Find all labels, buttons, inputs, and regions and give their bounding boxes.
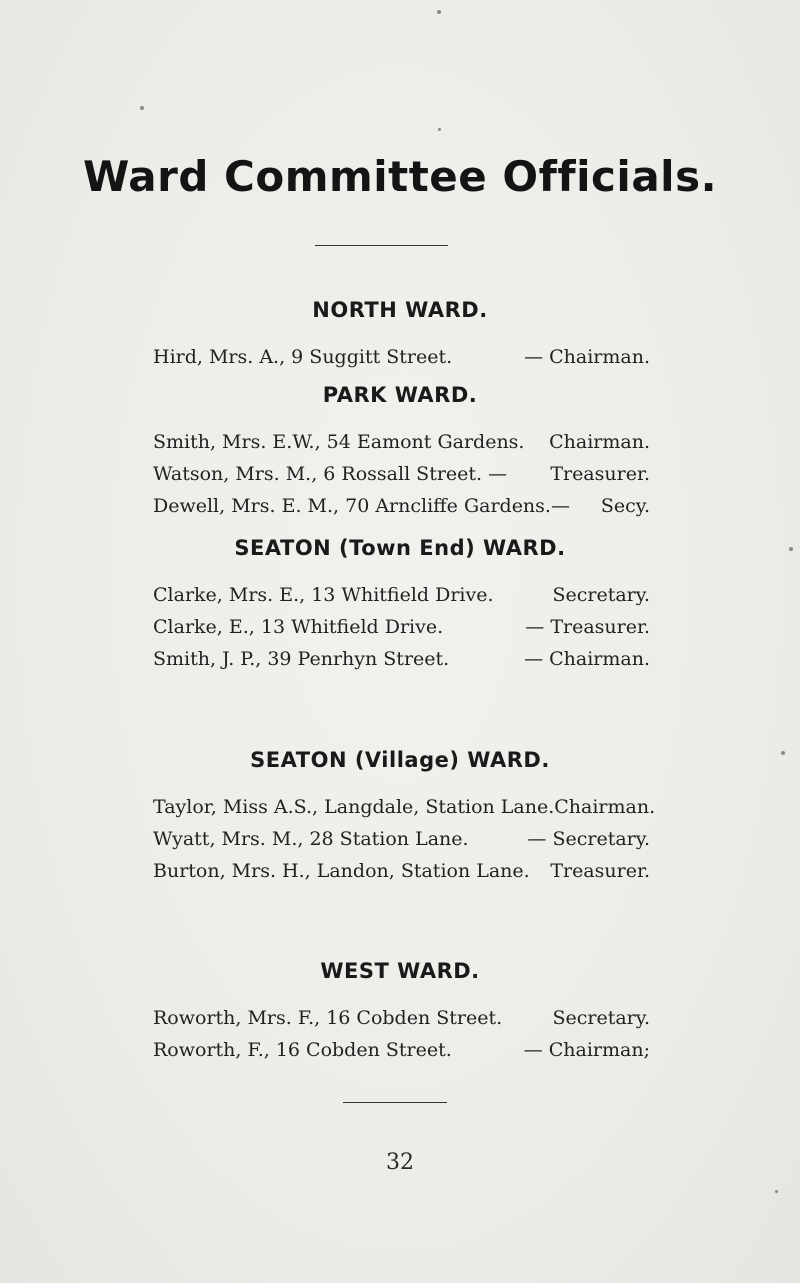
official-details: Clarke, Mrs. E., 13 Whitfield Drive.: [153, 584, 494, 606]
scan-speck: [140, 106, 144, 110]
scan-speck: [437, 10, 441, 14]
official-role: — Secretary.: [527, 828, 650, 850]
ward-heading: SEATON (Town End) WARD.: [234, 536, 566, 560]
official-row: [0, 490, 800, 522]
official-details: Dewell, Mrs. E. M., 70 Arncliffe Gardens.—: [153, 495, 570, 517]
official-role: Secretary.: [552, 584, 650, 606]
page-number: 32: [386, 1150, 414, 1175]
scan-speck: [789, 547, 793, 551]
ward-heading: NORTH WARD.: [312, 298, 488, 322]
official-row: [0, 855, 800, 887]
official-role: Secretary.: [552, 1007, 650, 1029]
official-row: [0, 791, 800, 823]
official-row: [0, 341, 800, 373]
official-details: Smith, Mrs. E.W., 54 Eamont Gardens.: [153, 431, 525, 453]
ward-section-seaton-town-end: [0, 535, 800, 675]
official-row: [0, 426, 800, 458]
official-row: [0, 1002, 800, 1034]
official-role: Secy.: [600, 495, 650, 517]
ward-section-seaton-village: [0, 747, 800, 887]
ward-section-west: [0, 958, 800, 1066]
ward-heading: SEATON (Village) WARD.: [250, 748, 550, 772]
official-details: Roworth, Mrs. F., 16 Cobden Street.: [153, 1007, 503, 1029]
scan-speck: [775, 1190, 778, 1193]
bottom-divider: [343, 1102, 447, 1103]
official-row: [0, 579, 800, 611]
official-row: [0, 458, 800, 490]
page-title: Ward Committee Officials.: [82, 152, 718, 201]
official-role: — Chairman.: [524, 648, 650, 670]
official-role: Chairman.: [549, 431, 650, 453]
ward-heading: PARK WARD.: [322, 383, 478, 407]
official-row: [0, 1034, 800, 1066]
official-details: Burton, Mrs. H., Landon, Station Lane.: [153, 860, 530, 882]
official-details: Roworth, F., 16 Cobden Street.: [153, 1039, 452, 1061]
ward-heading: WEST WARD.: [320, 959, 480, 983]
official-details: Smith, J. P., 39 Penrhyn Street.: [153, 648, 450, 670]
official-row: [0, 611, 800, 643]
official-row: [0, 643, 800, 675]
official-role: — Treasurer.: [525, 616, 650, 638]
official-role: Treasurer.: [550, 860, 650, 882]
official-details: Wyatt, Mrs. M., 28 Station Lane.: [153, 828, 469, 850]
official-details: Taylor, Miss A.S., Langdale, Station Lane.: [153, 796, 555, 818]
official-details: Clarke, E., 13 Whitfield Drive.: [153, 616, 444, 638]
official-row: [0, 823, 800, 855]
official-details: Watson, Mrs. M., 6 Rossall Street. —: [153, 463, 508, 485]
scan-speck: [781, 751, 785, 755]
scan-speck: [438, 128, 441, 131]
ward-section-north: [0, 297, 800, 373]
official-role: — Chairman.: [524, 346, 650, 368]
official-role: Treasurer.: [550, 463, 650, 485]
title-divider: [315, 245, 448, 246]
official-details: Hird, Mrs. A., 9 Suggitt Street.: [153, 346, 453, 368]
official-role: — Chairman;: [523, 1039, 650, 1061]
ward-section-park: [0, 382, 800, 522]
official-role: Chairman.: [554, 796, 656, 818]
